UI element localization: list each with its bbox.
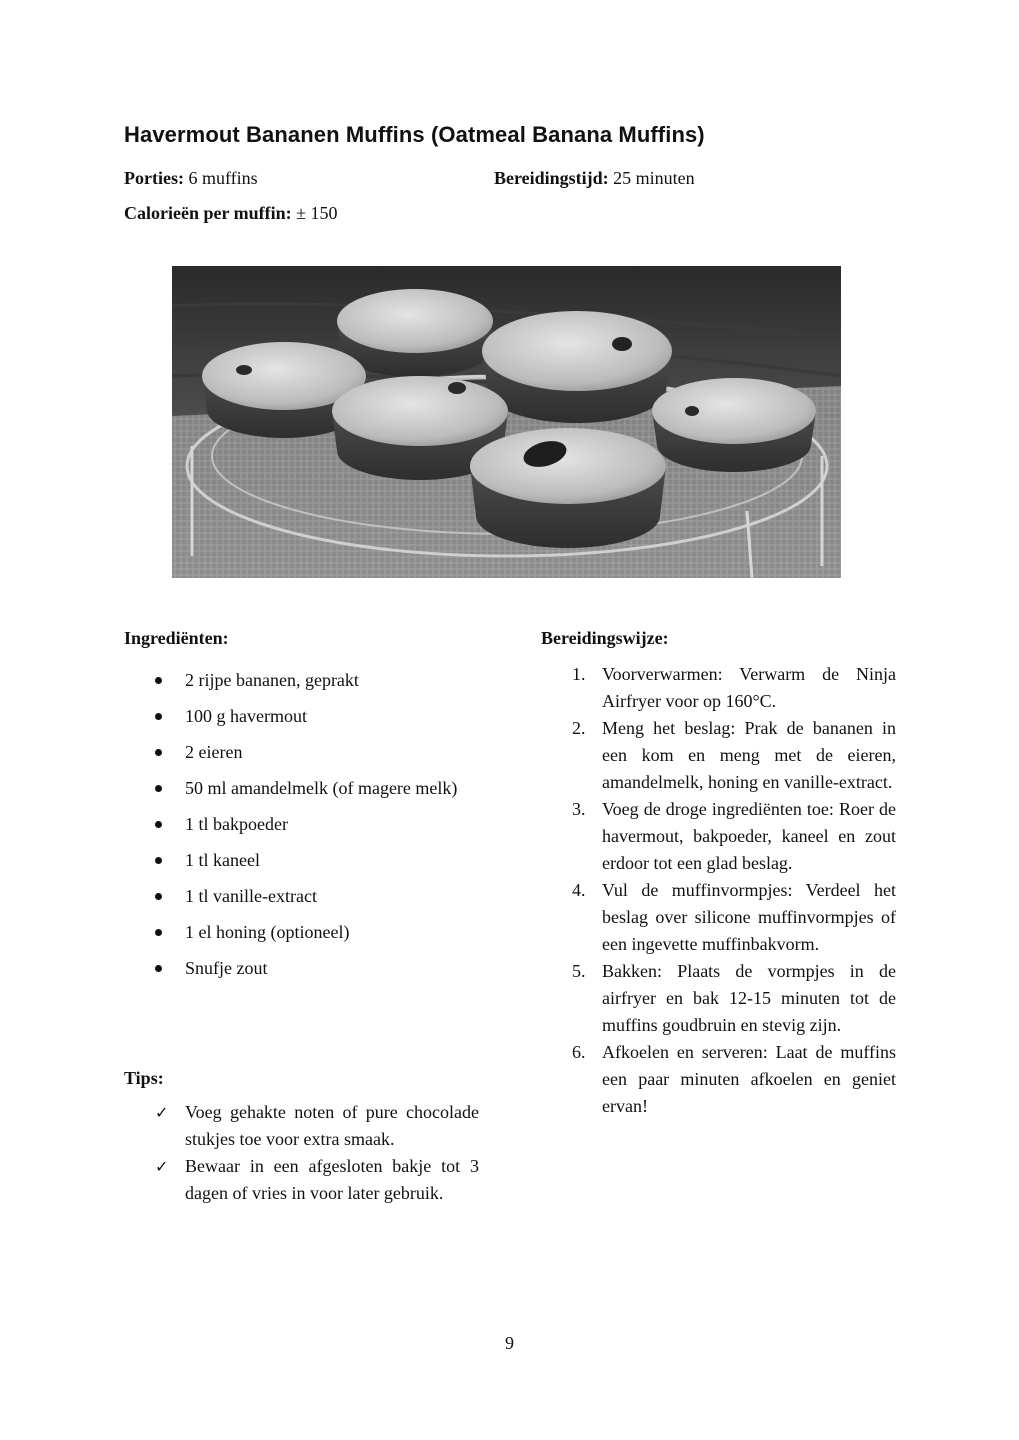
prep-time-value: 25 minuten <box>608 168 695 188</box>
list-item: 50 ml amandelmelk (of magere melk) <box>152 770 482 806</box>
list-item: 1 tl vanille-extract <box>152 878 482 914</box>
step-number: 5. <box>572 961 586 981</box>
list-item: 1 el honing (optioneel) <box>152 914 482 950</box>
tips-list <box>155 1099 479 1207</box>
list-item: 1 tl bakpoeder <box>152 806 482 842</box>
list-item <box>568 877 896 958</box>
step-text: Afkoelen en serveren: Laat de muffins een paar minuten afkoelen en geniet ervan! <box>602 1042 896 1116</box>
prep-time-label: Bereidingstijd: <box>494 168 609 188</box>
step-text: Vul de muffinvormpjes: Verdeel het beslag over silicone muffinvormpjes of een ingevette muffinbakvorm. <box>602 880 896 954</box>
step-text: Bakken: Plaats de vormpjes in de airfryer en bak 12-15 minuten tot de muffins goudbruin en stevig zijn. <box>602 961 896 1035</box>
step-number: 1. <box>572 664 586 684</box>
prep-time-line <box>494 168 695 189</box>
step-number: 4. <box>572 880 586 900</box>
step-number: 6. <box>572 1042 586 1062</box>
page-number: 9 <box>505 1333 514 1353</box>
list-item <box>155 1153 479 1207</box>
list-item: 1 tl kaneel <box>152 842 482 878</box>
list-item <box>155 1099 479 1153</box>
list-item <box>568 715 896 796</box>
tip-text: Voeg gehakte noten of pure chocolade stukjes toe voor extra smaak. <box>185 1102 479 1149</box>
muffins-photo <box>172 266 841 578</box>
ingredients-list <box>152 662 482 986</box>
calories-line <box>124 203 338 224</box>
list-item: Snufje zout <box>152 950 482 986</box>
check-icon: ✓ <box>155 1103 169 1122</box>
ingredients-heading: Ingrediënten: <box>124 628 229 648</box>
list-item: 2 eieren <box>152 734 482 770</box>
check-icon: ✓ <box>155 1157 169 1176</box>
list-item <box>568 958 896 1039</box>
list-item: 2 rijpe bananen, geprakt <box>152 662 482 698</box>
list-item <box>568 661 896 715</box>
tip-text: Bewaar in een afgesloten bakje tot 3 dagen of vries in voor later gebruik. <box>185 1156 479 1203</box>
list-item <box>568 1039 896 1120</box>
steps-heading: Bereidingswijze: <box>541 628 669 648</box>
step-number: 3. <box>572 799 586 819</box>
tips-heading: Tips: <box>124 1068 164 1088</box>
portions-label: Porties: <box>124 168 184 188</box>
recipe-title: Havermout Bananen Muffins (Oatmeal Banana Muffins) <box>124 122 705 147</box>
portions-value: 6 muffins <box>183 168 258 188</box>
calories-value: ± 150 <box>291 203 338 223</box>
step-text: Voeg de droge ingrediënten toe: Roer de havermout, bakpoeder, kaneel en zout erdoor tot een glad beslag. <box>602 799 896 873</box>
portions-line <box>124 168 258 189</box>
step-number: 2. <box>572 718 586 738</box>
list-item: 100 g havermout <box>152 698 482 734</box>
step-text: Meng het beslag: Prak de bananen in een kom en meng met de eieren, amandelmelk, honing en vanille-extract. <box>602 718 896 792</box>
step-text: Voorverwarmen: Verwarm de Ninja Airfryer voor op 160°C. <box>602 664 896 711</box>
calories-label: Calorieën per muffin: <box>124 203 292 223</box>
steps-list <box>568 661 896 1120</box>
list-item <box>568 796 896 877</box>
